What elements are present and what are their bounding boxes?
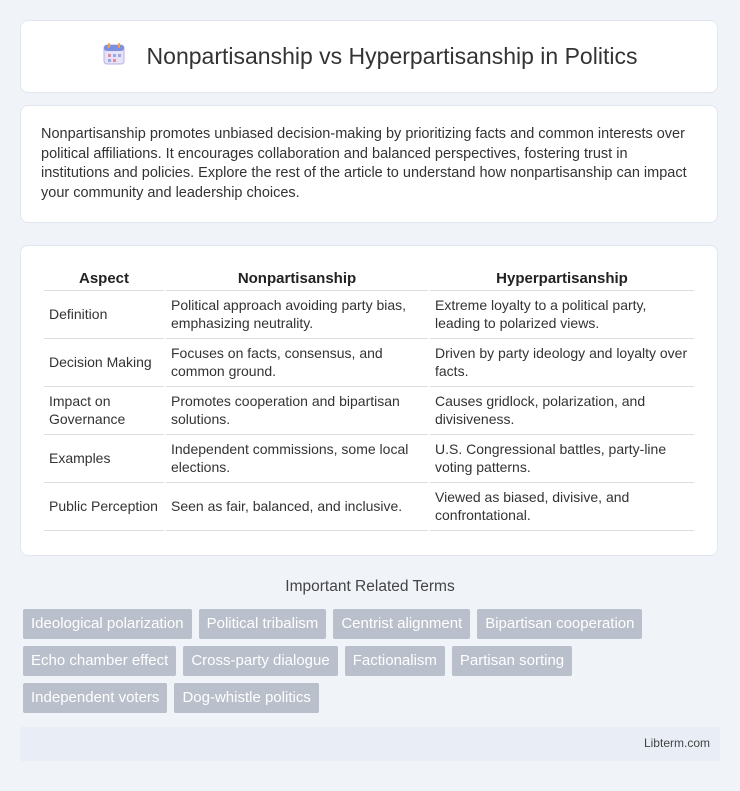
hyperpartisanship-cell: Viewed as biased, divisive, and confrontational. [430,483,694,531]
intro-text: Nonpartisanship promotes unbiased decision-making by prioritizing facts and common interests over political affiliations. It encourages collaboration and balanced perspectives, fostering trust in institutions and policies. Explore the rest of the article to understand how nonpartisanship can impact your community and leadership choices. [41,126,687,201]
related-term-tag[interactable]: Partisan sorting [452,646,572,676]
related-terms-list [23,609,713,713]
intro-card [20,105,718,223]
aspect-cell: Public Perception [44,483,164,531]
page-title: Nonpartisanship vs Hyperpartisanship in Politics [146,43,638,69]
table-row [44,291,694,339]
nonpartisanship-cell: Independent commissions, some local elections. [166,435,428,483]
related-term-tag[interactable]: Centrist alignment [333,609,470,639]
aspect-cell: Impact on Governance [44,387,164,435]
related-term-tag[interactable]: Ideological polarization [23,609,192,639]
calendar-icon [101,41,127,72]
related-term-tag[interactable]: Dog-whistle politics [174,683,318,713]
column-header: Nonpartisanship [166,264,428,291]
related-term-tag[interactable]: Political tribalism [199,609,327,639]
related-term-tag[interactable]: Independent voters [23,683,167,713]
table-row [44,339,694,387]
hyperpartisanship-cell: U.S. Congressional battles, party-line voting patterns. [430,435,694,483]
table-row [44,435,694,483]
related-term-tag[interactable]: Factionalism [345,646,445,676]
hyperpartisanship-cell: Driven by party ideology and loyalty over facts. [430,339,694,387]
table-header-row [44,264,694,291]
aspect-cell: Decision Making [44,339,164,387]
aspect-cell: Definition [44,291,164,339]
hyperpartisanship-cell: Causes gridlock, polarization, and divisiveness. [430,387,694,435]
comparison-table-card [20,245,718,556]
nonpartisanship-cell: Seen as fair, balanced, and inclusive. [166,483,428,531]
related-term-tag[interactable]: Cross-party dialogue [183,646,337,676]
nonpartisanship-cell: Political approach avoiding party bias, emphasizing neutrality. [166,291,428,339]
related-terms-heading: Important Related Terms [285,578,455,595]
related-term-tag[interactable]: Bipartisan cooperation [477,609,642,639]
aspect-cell: Examples [44,435,164,483]
column-header: Hyperpartisanship [430,264,694,291]
footer-site-link[interactable]: Libterm.com [643,736,710,750]
header-card [20,20,718,93]
table-row [44,483,694,531]
related-term-tag[interactable]: Echo chamber effect [23,646,176,676]
comparison-table [42,264,696,531]
table-row [44,387,694,435]
hyperpartisanship-cell: Extreme loyalty to a political party, leading to polarized views. [430,291,694,339]
footer [20,727,720,761]
column-header: Aspect [44,264,164,291]
nonpartisanship-cell: Focuses on facts, consensus, and common ground. [166,339,428,387]
nonpartisanship-cell: Promotes cooperation and bipartisan solutions. [166,387,428,435]
